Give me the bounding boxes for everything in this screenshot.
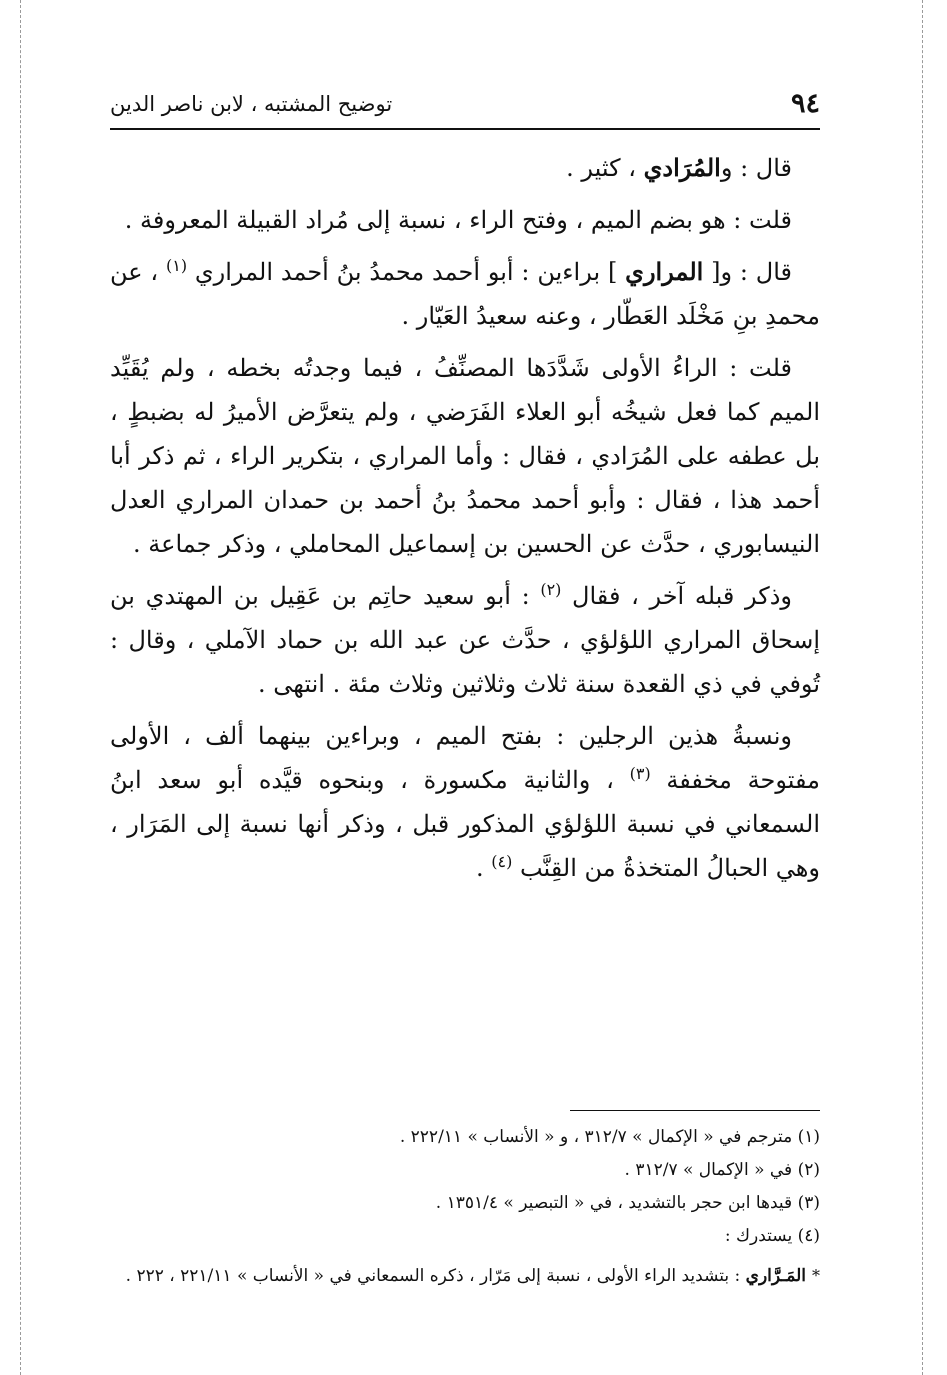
paragraph-1-text-start: قال : و xyxy=(720,154,792,182)
paragraph-3-text-middle: ] براءين : أبو أحمد محمدُ بنُ أحمد المراري xyxy=(187,258,626,286)
page-number: ٩٤ xyxy=(790,88,820,119)
book-page xyxy=(110,70,820,1360)
paragraph-1-lemma: المُرَادي xyxy=(643,153,721,182)
footnote-ref-2: (٢) xyxy=(540,580,562,599)
footnote-ref-3: (٣) xyxy=(629,764,651,783)
paragraph-2 xyxy=(110,198,820,242)
scan-edge-left xyxy=(20,0,21,1375)
header-rule xyxy=(110,128,820,130)
paragraph-6 xyxy=(110,714,820,890)
addendum-text: : بتشديد الراء الأولى ، نسبة إلى مَرّار ، ذكره السمعاني في « الأنساب » ٢٢١/١١ ، ٢٢٢ . xyxy=(125,1266,746,1286)
paragraph-4 xyxy=(110,346,820,566)
footnotes xyxy=(110,1110,820,1293)
paragraph-6-text-middle: ، والثانية مكسورة ، وبنحوه قيَّده أبو سعد ابنُ السمعاني في نسبة اللؤلؤي المذكور قبل ، وذكر أنها نسبة إلى المَرَار ، وهي الحبالُ المتخذةُ من القِنَّب xyxy=(110,766,820,882)
scan-edge-right xyxy=(922,0,923,1375)
footnote-4: (٤) يستدرك : xyxy=(724,1226,820,1246)
paragraph-3-text-start: قال : و[ xyxy=(703,258,793,286)
paragraph-1 xyxy=(110,146,820,190)
main-text xyxy=(110,146,820,898)
page-header xyxy=(110,88,820,128)
star-icon: * xyxy=(812,1266,820,1285)
footnote-3: (٣) قيدها ابن حجر بالتشديد ، في « التبصير » ١٣٥١/٤ . xyxy=(435,1193,820,1213)
paragraph-3 xyxy=(110,250,820,338)
paragraph-6-text-end: . xyxy=(475,854,492,882)
paragraph-6-text-start: ونسبةُ هذين الرجلين : بفتح الميم ، وبراءين بينهما ألف ، الأولى مفتوحة مخففة xyxy=(110,722,820,794)
paragraph-2-text: قلت : هو بضم الميم ، وفتح الراء ، نسبة إلى مُراد القبيلة المعروفة . xyxy=(124,206,792,234)
paragraph-3-lemma: المراري xyxy=(625,257,704,286)
paragraph-5 xyxy=(110,574,820,706)
footnote-ref-1: (١) xyxy=(165,256,188,275)
running-title: توضيح المشتبه ، لابن ناصر الدين xyxy=(110,92,393,116)
footnote-1: (١) مترجم في « الإكمال » ٣١٢/٧ ، و « الأنساب » ٢٢٢/١١ . xyxy=(399,1127,820,1147)
paragraph-5-text-end: : أبو سعيد حاتِم بن عَقِيل بن المهتدي بن إسحاق المراري اللؤلؤي ، حدَّث عن عبد الله بن حماد الآملي ، وقال : تُوفي في ذي القعدة سنة ثلاث وثلاثين وثلاث مئة . انتهى . xyxy=(110,582,820,698)
footnote-rule xyxy=(570,1110,820,1111)
footnote-2: (٢) في « الإكمال » ٣١٢/٧ . xyxy=(624,1160,820,1180)
footnote-4-addendum xyxy=(110,1259,820,1293)
paragraph-4-text: قلت : الراءُ الأولى شَدَّدَها المصنِّفُ ، فيما وجدتُه بخطه ، ولم يُقَيِّد الميم كما فعل شيخُه أبو العلاء الفَرَضي ، ولم يتعرَّض الأميرُ له بضبطٍ ، بل عطفه على المُرَادي ، فقال : وأما المراري ، بتكرير الراء ، ثم ذكر أبا أحمد هذا ، فقال : وأبو أحمد محمدُ بنُ أحمد بن حمدان المراري العدل النيسابوري ، حدَّث عن الحسين بن إسماعيل المحاملي ، وذكر جماعة . xyxy=(110,354,821,558)
addendum-lemma: المَـرَّاري xyxy=(745,1266,806,1286)
paragraph-1-text-end: ، كثير . xyxy=(566,154,644,182)
paragraph-3-text-end: ، عن محمدِ بنِ مَخْلَد العَطّار ، وعنه سعيدُ العَيّار . xyxy=(110,258,820,330)
paragraph-5-text-start: وذكر قبله آخر ، فقال xyxy=(561,582,792,610)
footnote-ref-4: (٤) xyxy=(491,852,513,871)
